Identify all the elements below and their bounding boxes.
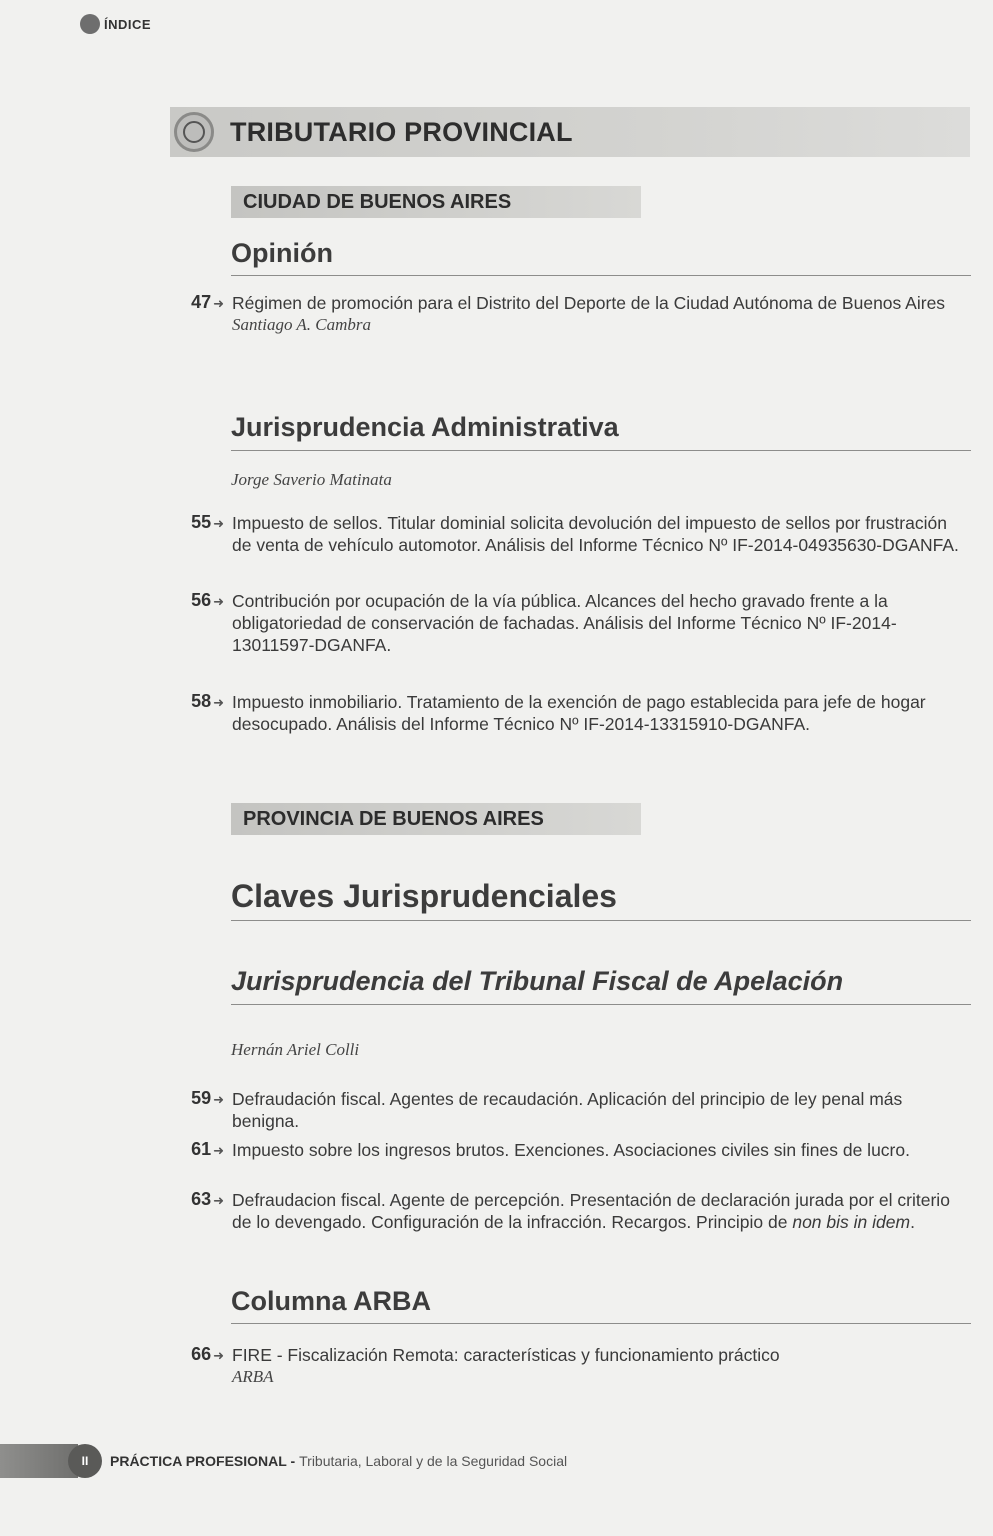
provincia-tag: PROVINCIA DE BUENOS AIRES [231, 803, 641, 835]
toc-entry[interactable] [168, 1139, 968, 1161]
arrow-right-icon: ➜ [213, 1092, 224, 1107]
divider [231, 275, 971, 276]
footer-page-number: II [68, 1444, 102, 1478]
page-number: 59 ➜ [191, 1088, 224, 1108]
page-number: 47 ➜ [191, 292, 224, 312]
page-number: 56 ➜ [191, 590, 224, 610]
entry-title: Impuesto inmobiliario. Tratamiento de la exención de pago establecida para jefe de hogar desocupado. Análisis del Informe Técnico Nº IF-2014-13315910-DGANFA. [232, 692, 926, 734]
page-number: 55 ➜ [191, 512, 224, 532]
arrow-right-icon: ➜ [213, 594, 224, 609]
divider [231, 1004, 971, 1005]
index-tag[interactable] [80, 14, 151, 34]
section-author: Hernán Ariel Colli [231, 1040, 360, 1059]
entry-title: Impuesto sobre los ingresos brutos. Exenciones. Asociaciones civiles sin fines de lucro. [232, 1140, 910, 1160]
section-banner [170, 107, 970, 157]
footer-bar [0, 1444, 78, 1478]
divider [231, 1323, 971, 1324]
page-number: 61 ➜ [191, 1139, 224, 1159]
page-number: 63 ➜ [191, 1189, 224, 1209]
arrow-right-icon: ➜ [213, 1193, 224, 1208]
toc-entry[interactable] [168, 691, 968, 735]
entry-author: Santiago A. Cambra [232, 315, 372, 334]
arrow-right-icon: ➜ [213, 1143, 224, 1158]
footer-subtitle: Tributaria, Laboral y de la Seguridad Social [299, 1453, 568, 1469]
footer-publication: PRÁCTICA PROFESIONAL - [110, 1453, 296, 1469]
toc-entry[interactable] [168, 1189, 968, 1233]
arrow-right-icon: ➜ [213, 1348, 224, 1363]
section-emblem-icon [174, 112, 214, 152]
divider [231, 920, 971, 921]
divider [231, 450, 971, 451]
entry-title: Contribución por ocupación de la vía pública. Alcances del hecho gravado frente a la obligatoriedad de conservación de fachadas. Análisis del Informe Técnico Nº IF-2014-13011597-DGANFA. [232, 591, 897, 655]
arrow-right-icon: ➜ [213, 296, 224, 311]
claves-heading: Claves Jurisprudenciales [231, 878, 617, 914]
opinion-heading: Opinión [231, 238, 333, 268]
tribunal-heading: Jurisprudencia del Tribunal Fiscal de Apelación [231, 966, 844, 996]
entry-title: Defraudación fiscal. Agentes de recaudación. Aplicación del principio de ley penal más benigna. [232, 1089, 903, 1131]
index-label: ÍNDICE [104, 16, 152, 32]
ciudad-tag: CIUDAD DE BUENOS AIRES [231, 186, 641, 218]
entry-title: Defraudacion fiscal. Agente de percepción. Presentación de declaración jurada por el criterio de lo devengado. Configuración de la infracción. Recargos. Principio de non bis in idem. [232, 1190, 950, 1232]
entry-title: FIRE - Fiscalización Remota: características y funcionamiento práctico [232, 1345, 780, 1365]
page-number: 66 ➜ [191, 1344, 224, 1364]
entry-title: Régimen de promoción para el Distrito del Deporte de la Ciudad Autónoma de Buenos Aires [232, 293, 946, 313]
toc-entry[interactable] [168, 1344, 968, 1388]
entry-title: Impuesto de sellos. Titular dominial solicita devolución del impuesto de sellos por frustración de venta de vehículo automotor. Análisis del Informe Técnico Nº IF-2014-04935630-DGANFA. [232, 513, 959, 555]
entry-author: ARBA [232, 1367, 274, 1386]
arrow-right-icon: ➜ [213, 516, 224, 531]
index-bullet-icon [80, 14, 100, 34]
arrow-right-icon: ➜ [213, 695, 224, 710]
toc-entry[interactable] [168, 1088, 968, 1132]
section-author: Jorge Saverio Matinata [231, 470, 392, 489]
page-footer [0, 1440, 567, 1482]
toc-entry[interactable] [168, 292, 968, 336]
arba-heading: Columna ARBA [231, 1286, 431, 1316]
section-title: TRIBUTARIO PROVINCIAL [230, 116, 573, 147]
page-number: 58 ➜ [191, 691, 224, 711]
toc-entry[interactable] [168, 512, 968, 556]
toc-entry[interactable] [168, 590, 968, 656]
jurisprudencia-heading: Jurisprudencia Administrativa [231, 412, 619, 442]
